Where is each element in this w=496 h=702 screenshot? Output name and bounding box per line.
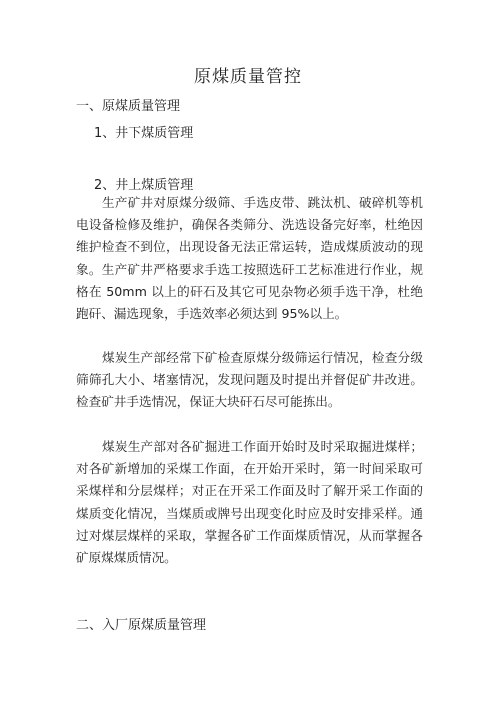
subsection-heading-surface: 2、井上煤质管理: [94, 178, 194, 193]
paragraph-equipment-maintenance: 生产矿井对原煤分级筛、手选皮带、跳汰机、破碎机等机电设备检修及维护，确保各类筛分、洗选设备完好率，杜绝因维护检查不到位，出现设备无法正常运转，造成煤质波动的现象。生产矿井严格要求手选工按照选矸工艺标准进行作业，规格在 50mm 以上的矸石及其它可见杂物必须手选干净，杜绝跑矸、漏选现象，手选效率必须达到 95%以上。: [76, 195, 423, 322]
section-heading-2: 二、入厂原煤质量管理: [76, 618, 207, 633]
document-title: 原煤质量管控: [194, 67, 302, 87]
section-heading-1: 一、原煤质量管理: [76, 99, 181, 114]
subsection-heading-underground: 1、井下煤质管理: [94, 126, 194, 141]
paragraph-coal-sampling: 煤炭生产部对各矿掘进工作面开始时及时采取掘进煤样；对各矿新增加的采煤工作面，在开始开采时，第一时间采取可采煤样和分层煤样；对正在开采工作面及时了解开采工作面的煤质变化情况，当煤质或牌号出现变化时应及时安排采样。通过对煤层煤样的采取，掌握各矿工作面煤质情况，从而掌握各矿原煤煤质情况。: [76, 439, 423, 566]
paragraph-screen-inspection: 煤炭生产部经常下矿检查原煤分级筛运行情况，检查分级筛筛孔大小、堵塞情况，发现问题及时提出并督促矿井改进。检查矿井手选情况，保证大块矸石尽可能拣出。: [76, 350, 423, 410]
